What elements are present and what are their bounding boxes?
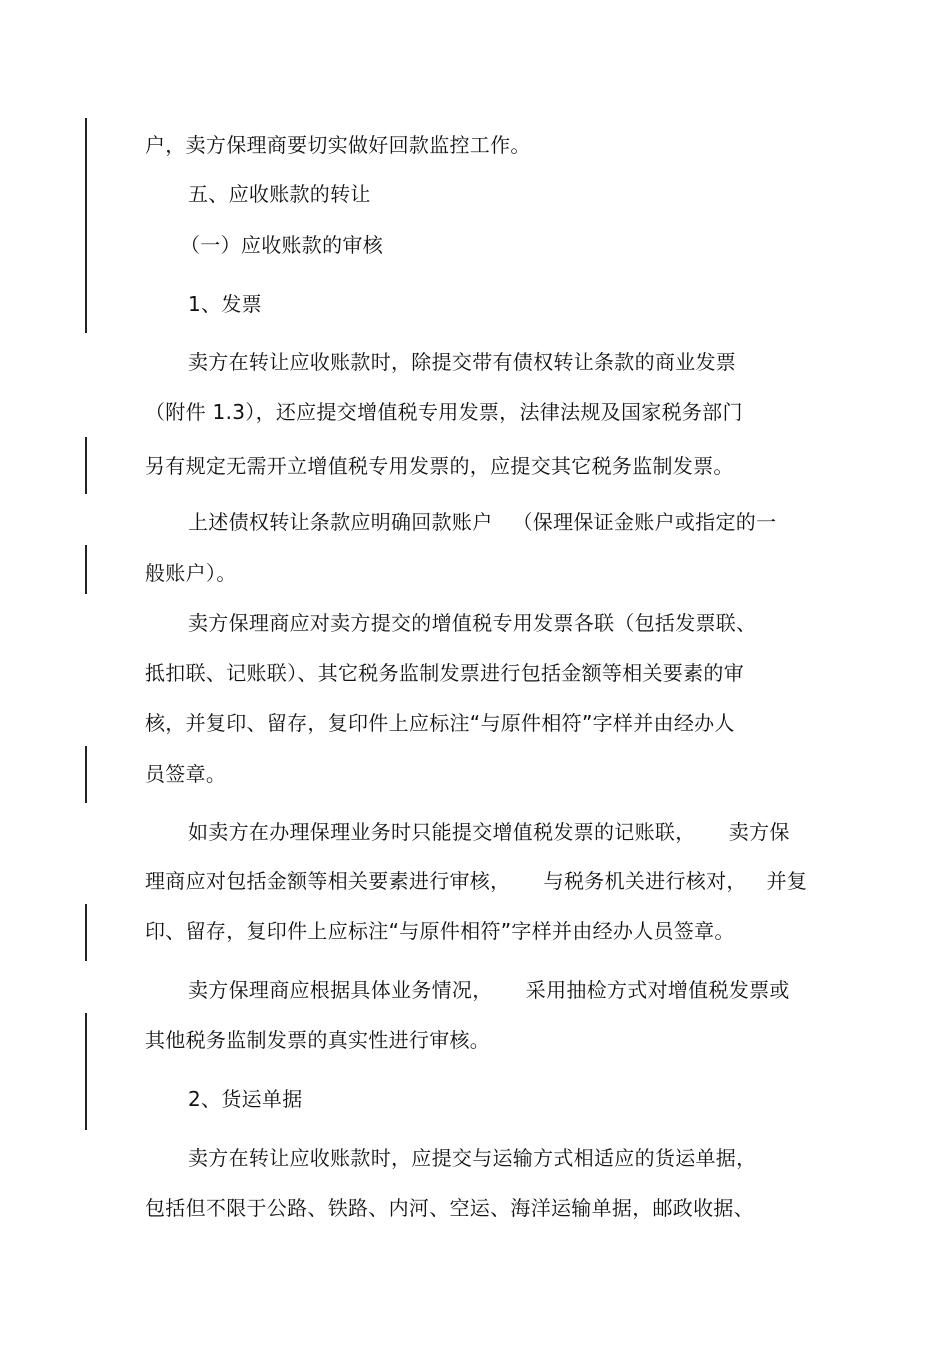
paragraph-line: 卖方在转让应收账款时，除提交带有债权转让条款的商业发票 <box>188 350 737 374</box>
subsection-heading: （一）应收账款的审核 <box>180 233 383 257</box>
paragraph-line: 卖方在转让应收账款时，应提交与运输方式相适应的货运单据， <box>188 1146 757 1170</box>
paragraph-line: 卖方保理商应根据具体业务情况， 采用抽检方式对增值税发票或 <box>188 978 790 1002</box>
paragraph-line: 印、留存，复印件上应标注“与原件相符”字样并由经办人员签章。 <box>145 919 735 943</box>
item-heading: 2、货运单据 <box>188 1087 303 1111</box>
paragraph-line: 般账户）。 <box>145 561 237 585</box>
paragraph-line: 包括但不限于公路、铁路、内河、空运、海洋运输单据，邮政收据、 <box>145 1196 754 1220</box>
section-heading: 五、应收账款的转让 <box>188 182 371 206</box>
change-bar <box>85 904 87 961</box>
change-bar <box>85 746 87 803</box>
change-bar <box>85 545 87 594</box>
paragraph-line: 理商应对包括金额等相关要素进行审核， 与税务机关进行核对， 并复 <box>145 869 808 893</box>
paragraph-line: 核，并复印、留存，复印件上应标注“与原件相符”字样并由经办人 <box>145 711 735 735</box>
paragraph-line: 如卖方在办理保理业务时只能提交增值税发票的记账联， 卖方保 <box>188 820 790 844</box>
paragraph-line: 上述债权转让条款应明确回款账户 （保理保证金账户或指定的一 <box>188 510 777 534</box>
item-heading: 1、发票 <box>188 292 262 316</box>
paragraph-line: 户，卖方保理商要切实做好回款监控工作。 <box>145 133 531 157</box>
paragraph-line: 抵扣联、记账联）、其它税务监制发票进行包括金额等相关要素的审 <box>145 661 744 685</box>
paragraph-line: 员签章。 <box>145 762 227 786</box>
paragraph-line: 其他税务监制发票的真实性进行审核。 <box>145 1028 491 1052</box>
paragraph-line: （附件 1.3），还应提交增值税专用发票，法律法规及国家税务部门 <box>145 400 743 424</box>
change-bar <box>85 1013 87 1130</box>
change-bar <box>85 437 87 494</box>
paragraph-line: 卖方保理商应对卖方提交的增值税专用发票各联（包括发票联、 <box>188 611 757 635</box>
paragraph-line: 另有规定无需开立增值税专用发票的，应提交其它税务监制发票。 <box>145 454 734 478</box>
change-bar <box>85 118 87 333</box>
